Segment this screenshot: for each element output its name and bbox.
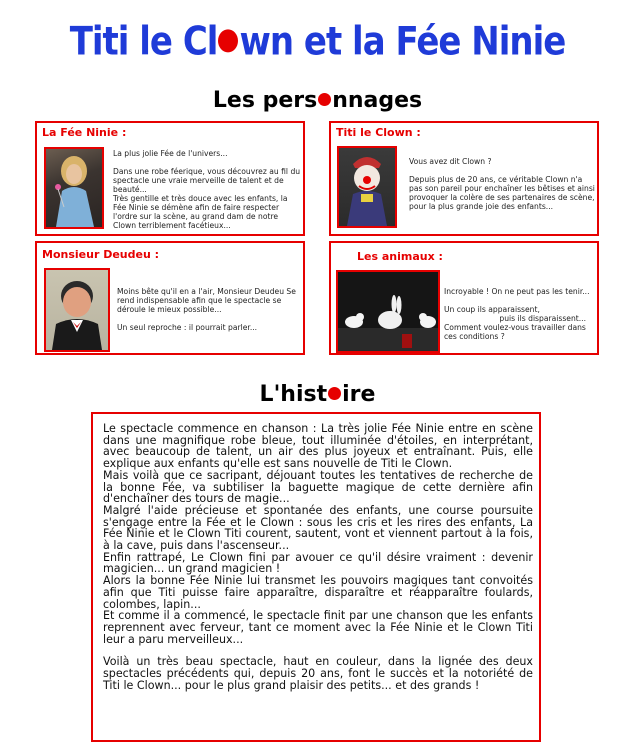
histoire-paragraph: Mais voilà que ce sacripant, déjouant toutes les tentatives de recherche de la bonne Fée, va subtiliser la baguette magique de cette dernière afin d'enchaîner des tours de magie... — [103, 468, 533, 506]
card-paragraph: Un seul reproche : il pourrait parler... — [117, 323, 258, 332]
card-description — [117, 287, 301, 332]
histoire-paragraph: Malgré l'aide précieuse et spontanée des enfants, une course poursuite s'engage entre la Fée et le Clown : sous les cris et les rires des enfants, La Fée Ninie et le Clown Titi courent, sautent, vont et viennent partout à la fois, à la cave, puis dans l'ascenseur... — [103, 503, 533, 553]
histoire-box — [91, 412, 541, 742]
card-paragraph: Très gentille et très douce avec les enfants, la Fée Ninie se démène afin de faire respecter l'ordre sur la scène, au grand dam de notre Clown terriblement facétieux... — [113, 194, 288, 230]
character-card-animaux — [329, 241, 599, 355]
card-paragraph: Un coup ils apparaissent, — [444, 305, 540, 314]
histoire-paragraph: Alors la bonne Fée Ninie lui transmet les pouvoirs magiques tant convoités afin que Titi puisse faire apparaître, disparaître et réapparaître foulards, colombes, lapin... — [103, 574, 533, 611]
card-paragraph: Incroyable ! On ne peut pas les tenir... — [444, 287, 590, 296]
card-paragraph: puis ils disparaissent... — [499, 314, 586, 323]
card-paragraph: Comment voulez-vous travailler dans ces conditions ? — [444, 323, 586, 341]
histoire-paragraph: Enfin rattrapé, Le Clown fini par avouer ce qu'il désire vraiment : devenir magicien... un grand magicien ! — [103, 550, 533, 576]
histoire-heading — [0, 382, 635, 407]
red-nose-icon — [218, 29, 238, 52]
fee-ninie-photo — [44, 147, 104, 229]
histoire-text — [103, 423, 533, 691]
personnages-heading-part1: Les pers — [212, 88, 318, 113]
card-description — [113, 149, 301, 230]
personnages-heading — [0, 88, 635, 113]
card-title: La Fée Ninie : — [42, 126, 127, 139]
titi-clown-photo — [337, 146, 397, 228]
red-nose-icon — [328, 387, 341, 400]
animaux-photo — [336, 270, 440, 353]
card-paragraph: Moins bête qu'il en a l'air, Monsieur Deudeu Se rend indispensable afin que le spectacle se déroule le mieux possible... — [117, 287, 296, 314]
histoire-paragraph: Et comme il a commencé, le spectacle finit par une chanson que les enfants reprennent avec ferveur, tant ce moment avec la Fée Ninie et le Clown Titi leur a paru merveilleux... — [103, 609, 533, 646]
histoire-heading-part1: L'hist — [259, 382, 328, 407]
histoire-paragraph: Voilà un très beau spectacle, haut en couleur, dans la lignée des deux spectacles précédents qui, depuis 20 ans, font le succès et la notoriété de Titi le Clown... pour le plus grand plaisir des petits... et des grands ! — [103, 655, 533, 692]
monsieur-deudeu-photo — [44, 268, 110, 352]
card-paragraph: Depuis plus de 20 ans, ce véritable Clown n'a pas son pareil pour enchaîner les bêtises et ainsi provoquer la colère de ses partenaires de scène, pour la plus grande joie des enfants... — [409, 175, 595, 211]
card-paragraph: Dans une robe féerique, vous découvrez au fil du spectacle une vraie merveille de talent et de beauté... — [113, 167, 301, 194]
red-nose-icon — [318, 93, 331, 106]
title-part2: wn et la Fée Ninie — [239, 19, 566, 65]
title-part1: Titi le Cl — [69, 19, 218, 65]
character-card-titi-clown — [329, 121, 599, 236]
character-card-fee-ninie — [35, 121, 305, 236]
card-paragraph: La plus jolie Fée de l'univers... — [113, 149, 228, 158]
personnages-heading-part2: nnages — [332, 88, 423, 113]
card-description — [444, 287, 596, 341]
card-description — [409, 157, 595, 211]
page-title — [0, 19, 635, 65]
card-title: Titi le Clown : — [336, 126, 421, 139]
card-title: Monsieur Deudeu : — [42, 248, 160, 261]
card-title: Les animaux : — [357, 250, 443, 263]
card-paragraph: Vous avez dit Clown ? — [409, 157, 492, 166]
character-card-monsieur-deudeu — [35, 241, 305, 355]
histoire-paragraph: Le spectacle commence en chanson : La très jolie Fée Ninie entre en scène dans une magnifique robe bleue, tout illuminée d'étoiles, en interprétant, avec beaucoup de talent, un air des plus joyeux et entraînant. Puis, elle explique aux enfants qu'elle est sans nouvelle de Titi le Clown. — [103, 422, 533, 471]
histoire-heading-part2: ire — [342, 382, 376, 407]
